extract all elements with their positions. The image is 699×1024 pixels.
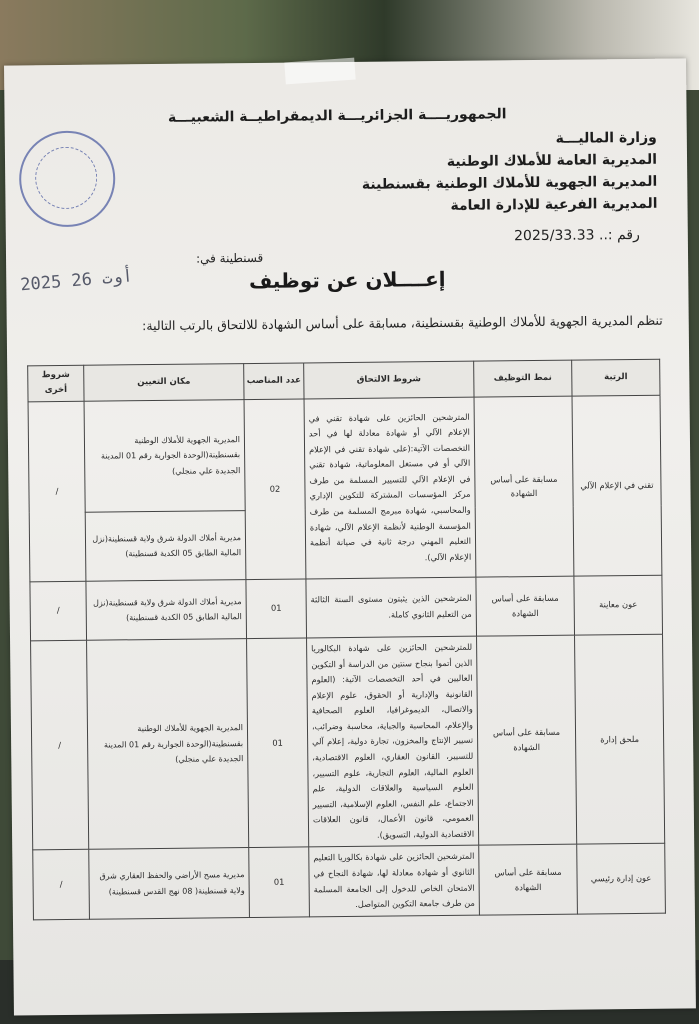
- mode-cell: مسابقة على أساس الشهادة: [476, 576, 575, 636]
- place-cell: مديرية أملاك الدولة شرق ولاية قسنطينة(نزل المالية الطابق 05 الكدية قسنطينة): [86, 580, 247, 641]
- positions-table: [27, 359, 666, 920]
- header-rank: الرتبة: [572, 359, 660, 396]
- republic-heading: الجمهوريــــة الجزائريـــة الديمقراطيــة الشعبيـــة: [167, 106, 507, 126]
- other-cell: /: [30, 581, 87, 641]
- mode-cell: مسابقة على أساس الشهادة: [479, 845, 578, 915]
- place-cell: مديرية أملاك الدولة شرق ولاية قسنطينة(نزل المالية الطابق 05 الكدية قسنطينة): [85, 511, 246, 582]
- place-cell: مديرية مسح الأراضي والحفظ العقاري شرق ولاية قسنطينة( 08 نهج القدس قسنطينة): [89, 848, 250, 919]
- mode-cell: مسابقة على أساس الشهادة: [477, 635, 577, 846]
- place-cell: المديرية الجهوية للأملاك الوطنية بقسنطينة(الوحدة الجوارية رقم 01 المدينة الجديدة علي منجلي): [87, 639, 249, 850]
- table-row: [30, 575, 663, 641]
- administration-header: [327, 127, 658, 218]
- conditions-cell: للمترشحين الحائزين على شهادة البكالوريا الذين أتموا بنجاح سنتين من الدراسة أو التكوين العاليين في أحد التخصصات الآتية: (العلوم القانونية والإدارية أو الحقوق، علوم الإعلام والاتصال، الديموغرافيا، العلوم الصحافية والإعلام، المحاسبة والجباية، محاسبة وضرائب، تسيير الإنتاج والمخزون، تجارة دولية، إعلام آلي للتسيير، القانون العقاري، العلوم الاقتصادية، العلوم المالية، العلوم التجارية، علوم التسيير، العلوم السياسية والعلاقات الدولية، علم الاجتماع، علم النفس، العلوم الإسلامية، التسيير العمومي، قانون الأعمال، قانون العلاقات الاقتصادية الدولية، التسويق).: [307, 636, 479, 847]
- posts-cell: 01: [249, 847, 310, 917]
- place-date-label: قسنطينة في:: [195, 250, 264, 266]
- rank-cell: عون معاينة: [574, 575, 663, 635]
- header-mode: نمط التوظيف: [474, 360, 572, 397]
- intro-text: تنظم المديرية الجهوية للأملاك الوطنية بقسنطينة، مسابقة على أساس الشهادة للالتحاق بالرتب التالية:: [142, 312, 663, 334]
- posts-cell: 01: [246, 579, 307, 639]
- mode-cell: مسابقة على أساس الشهادة: [474, 396, 574, 577]
- directorate-sub: المديرية الفرعية للإدارة العامة: [450, 195, 658, 214]
- other-cell: /: [33, 850, 90, 920]
- conditions-cell: المترشحين الحائزين على شهادة تقني في الإعلام الآلي أو شهادة معادلة لها في أحد التخصصات الآتية:(على شهادة تقني في الإعلام الآلي أو في مستغل المعلوماتية، شهادة تقني في الإعلام الآلي للتسيير المسلمة من طرف مركز المؤسسات المشتركة للتكوين الإداري والمحاسبي، شهادة مبرمج المسلمة من طرف المؤسسة الوطنية لأنظمة الإعلام الآلي، شهادة التعليم المهني درجة ثانية في صيانة أنظمة الإعلام الآلي).: [304, 397, 476, 579]
- conditions-cell: المترشحين الحائزين على شهادة بكالوريا التعليم الثانوي أو شهادة معادلة لها، شهادة النجاح في الامتحان الخاص للدخول إلى الجامعة المسلمة من طرف جامعة التكوين المتواصل.: [309, 846, 480, 917]
- rank-cell: عون إدارة رئيسي: [577, 844, 666, 914]
- table-row: [28, 395, 661, 513]
- place-cell: المديرية الجهوية للأملاك الوطنية بقسنطينة(الوحدة الجوارية رقم 01 المدينة الجديدة علي منجلي): [84, 400, 245, 513]
- official-seal-icon: [19, 130, 116, 227]
- other-cell: /: [31, 640, 89, 850]
- header-place: مكان التعيين: [84, 364, 244, 402]
- reference-number: رقم :.. 2025/33.33: [514, 226, 640, 245]
- conditions-cell: المترشحين الذين يثبتون مستوى السنة الثالثة من التعليم الثانوي كاملة.: [306, 577, 477, 638]
- header-conditions: شروط الالتحاق: [304, 361, 474, 399]
- posts-cell: 01: [247, 638, 309, 848]
- rank-cell: ملحق إدارة: [575, 634, 665, 844]
- directorate-regional: المديرية الجهوية للأملاك الوطنية بقسنطينة: [361, 173, 658, 193]
- rank-cell: تقني في الإعلام الآلي: [572, 395, 662, 576]
- table-row: [33, 844, 666, 920]
- posts-cell: 02: [244, 399, 306, 580]
- announcement-paper: [4, 58, 696, 1015]
- header-other: شروط أخرى: [28, 365, 84, 402]
- directorate-general: المديرية العامة للأملاك الوطنية: [446, 151, 658, 170]
- other-cell: /: [28, 401, 86, 582]
- date-stamp: 2025 أوت 26: [19, 266, 134, 296]
- header-posts: عدد المناصب: [244, 363, 304, 400]
- seal-inner-ring: [35, 147, 98, 210]
- ministry-name: وزارة الماليـــة: [555, 129, 657, 147]
- table-row: [31, 634, 665, 850]
- page-title: إعــــلان عن توظيف: [248, 266, 446, 294]
